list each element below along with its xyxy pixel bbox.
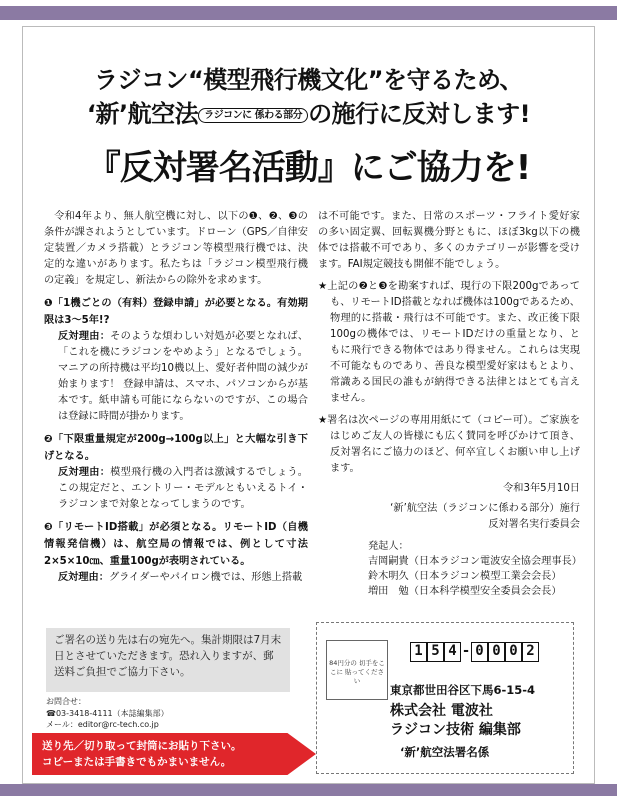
address-department: ラジコン技術 編集部 xyxy=(390,722,521,738)
item3-reason xyxy=(44,570,308,586)
body-left-column xyxy=(44,209,308,586)
contact-phone: ☎03-3418-4111（本誌編集部） xyxy=(46,708,169,718)
send-banner-line2: コピーまたは手書きでもかまいません。 xyxy=(42,756,232,768)
star-paragraph-1: ★上記の❷と❸を勘案すれば、現行の下限200gであっても、リモートID搭載となれば機体は100gであるため、物理的に搭載・飛行は不可能です。また、改正後下限100gの機体では、リモートIDだけの重量となり、ともに飛行できる物体ではあり得ません。これらは実現不可能なものであり、善良な模型愛好家はもとより、常識ある国民の誰もが納得できる法律とはとても言えません。 xyxy=(318,281,580,404)
body-right-column xyxy=(318,209,580,599)
contact-mail: メール：editor@rc-tech.co.jp xyxy=(46,720,159,729)
sender-2: 鈴木明久（日本ラジコン模型工業会会長） xyxy=(368,571,562,582)
date: 令和3年5月10日 xyxy=(503,483,580,494)
headline-line1: ラジコン“模型飛行機文化”を守るため、 xyxy=(93,66,524,94)
zip-digit: 4 xyxy=(444,642,461,662)
notice-box: ご署名の送り先は右の宛先へ。集計期限は7月末日とさせていただきます。恐れ入りますが、郵送料ご負担でご協力下さい。 xyxy=(46,628,290,692)
sender-list xyxy=(318,539,580,599)
item1-label: 反対理由： xyxy=(58,331,111,342)
address-attention: ‘新’航空法署名係 xyxy=(400,745,490,759)
continued-paragraph: は不可能です。また、日常のスポーツ・フライト愛好家の多い固定翼、回転翼機分野ともに、ほぼ3kg以下の機体では搭載不可であり、多くのカテゴリーが影響を受けます。FAI規定競技も開催不能でしょう。 xyxy=(318,211,580,270)
zip-digit: 0 xyxy=(505,642,522,662)
committee-line2: 反対署名実行委員会 xyxy=(488,519,580,530)
item2-label: 反対理由： xyxy=(58,467,111,478)
item3-text: グライダーやパイロン機では、形態上搭載 xyxy=(108,572,303,583)
send-banner-line1: 送り先／切り取って封筒にお貼り下さい。 xyxy=(42,740,242,752)
sender-1: 吉岡嗣貴（日本ラジコン電波安全協会理事長） xyxy=(368,556,582,567)
zip-digit: 2 xyxy=(522,642,539,662)
address-company: 株式会社 電波社 xyxy=(390,703,493,719)
zip-digit: 1 xyxy=(410,642,427,662)
sender-3: 増田 勉（日本科学模型安全委員会会長） xyxy=(368,586,562,597)
stamp-box: 84円分の 切手をここに 貼ってください xyxy=(326,640,388,700)
send-banner xyxy=(32,733,316,775)
item1-text: そのような煩わしい対処が必要となれば、「これを機にラジコンをやめよう」となるでしょう。マニアの所持機は平均10機以上、愛好者仲間の減少が始まります！ 登録申請は、スマホ、パソコンからが基本です。紙申請も可能にならないのですが、この場合は登録に時間が掛かります。 xyxy=(58,331,309,422)
contact-info xyxy=(46,696,286,731)
zip-digit: 5 xyxy=(427,642,444,662)
star-paragraph-2: ★署名は次ページの専用用紙にて（コピー可）。ご家族をはじめご友人の皆様にも広く賛同を呼びかけて頂き、反対署名にご協力のほど、何卒宜しくお願い申し上げます。 xyxy=(318,415,580,474)
headline-line2 xyxy=(0,94,617,129)
item3-title: ❸「リモートID搭載」が必須となる。リモートID（自機情報発信機）は、航空局の情報では、例として寸法2×5×10㎝、重量100gが表明されている。 xyxy=(44,522,308,567)
bottom-band xyxy=(0,784,617,796)
item3-label: 反対理由： xyxy=(58,572,109,583)
item1-title: ❶「1機ごとの（有料）登録申請」が必要となる。有効期限は3～5年!? xyxy=(44,298,308,326)
zip-digit: 0 xyxy=(488,642,505,662)
headline-line3: 『反対署名活動』にご協力を! xyxy=(86,148,531,188)
zip-code xyxy=(410,642,539,662)
item2-reason xyxy=(44,465,308,513)
address-street: 東京都世田谷区下馬6-15-4 xyxy=(390,683,536,697)
zip-digit: 0 xyxy=(471,642,488,662)
item2-title: ❷「下限重量規定が200g→100g以上」と大幅な引き下げとなる。 xyxy=(44,434,308,462)
item1-reason xyxy=(44,329,308,425)
send-banner-text xyxy=(42,738,274,770)
contact-label: お問合せ： xyxy=(46,697,86,706)
committee-line1: ‘新’航空法（ラジコンに係わる部分）施行 xyxy=(390,503,580,514)
headline-line2-pre: ‘新’航空法 xyxy=(86,100,199,128)
headline-line2-small: ラジコンに 係わる部分 xyxy=(198,108,308,123)
headline-line2-post: の施行に反対します! xyxy=(308,100,531,128)
item2-text: 模型飛行機の入門者は激減するでしょう。この規定だと、エントリー・モデルともいえるトイ・ラジコンまで対象となってしまうのです。 xyxy=(58,467,308,510)
zip-dash: - xyxy=(463,643,469,659)
intro-paragraph: 令和4年より、無人航空機に対し、以下の❶、❷、❸の条件が課されようとしています。ドローン（GPS／自律安定装置／カメラ搭載）とラジコン等模型飛行機では、決定的な違いがあります。私たちは「ラジコン模型飛行機の定義」を規定し、新法からの除外を求めます。 xyxy=(44,211,308,286)
sender-label: 発起人： xyxy=(368,541,409,552)
top-band xyxy=(0,6,617,20)
